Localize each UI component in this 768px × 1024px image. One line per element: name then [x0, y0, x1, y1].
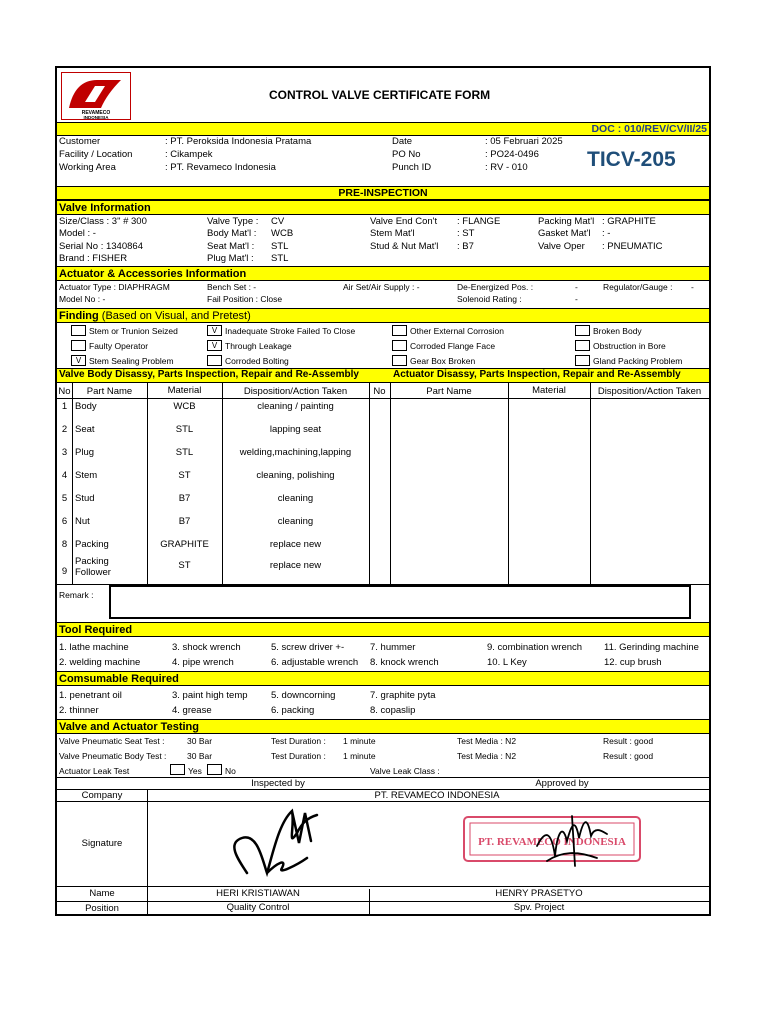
- approver-signature: [517, 806, 627, 876]
- inspector-name: HERI KRISTIAWAN: [216, 888, 300, 899]
- area-value: : PT. Revameco Indonesia: [165, 162, 276, 173]
- valve-info-col2-values: CV WCB STL STL: [271, 216, 294, 264]
- po-value: : PO24-0496: [485, 149, 539, 160]
- finding-heading: Finding (Based on Visual, and Pretest): [59, 310, 251, 322]
- part-row-no: 2: [61, 424, 68, 435]
- leak-no-label: No: [225, 766, 236, 776]
- finding-label: Corroded Flange Face: [410, 341, 496, 351]
- date-label: Date: [392, 136, 413, 147]
- svg-text:PT. REVAMECO INDONESIA: PT. REVAMECO INDONESIA: [478, 836, 626, 848]
- valve-tag: TICV-205: [587, 148, 676, 171]
- test-media: Test Media : N2: [457, 736, 517, 746]
- deenergized-label: De-Energized Pos. :: [457, 282, 534, 292]
- part-row-material: B7: [178, 516, 191, 527]
- actuator-model: Model No : -: [59, 294, 106, 304]
- leak-yes-checkbox[interactable]: [170, 764, 185, 775]
- actuator-leak-label: Actuator Leak Test: [59, 766, 130, 776]
- position-label: Position: [85, 903, 119, 914]
- consumable-list-col4: 7. graphite pyta 8. copaslip: [370, 690, 436, 716]
- valve-body-heading: Valve Body Disassy, Parts Inspection, Repair and Re-Assembly: [59, 369, 359, 380]
- part-row-no: 3: [61, 447, 68, 458]
- actuator-info-heading: Actuator & Accessories Information: [59, 268, 247, 280]
- consumable-list-col2: 3. paint high temp 4. grease: [172, 690, 248, 716]
- finding-label: Gear Box Broken: [410, 356, 476, 366]
- part-row-action: welding,machining,lapping: [239, 447, 352, 458]
- fail-position: Fail Position : Close: [207, 294, 283, 304]
- finding-checkbox[interactable]: [207, 355, 222, 366]
- part-row-action: lapping seat: [269, 424, 322, 435]
- part-row-material: WCB: [173, 401, 196, 412]
- body-test-label: Valve Pneumatic Body Test :: [59, 751, 167, 761]
- col-no: No: [373, 386, 386, 397]
- part-row-action: cleaning / painting: [257, 401, 334, 412]
- duration-value: 1 minute: [343, 736, 376, 746]
- finding-checkbox[interactable]: V: [71, 355, 86, 366]
- remark-label: Remark :: [59, 590, 94, 600]
- approver-name: HENRY PRASETYO: [495, 888, 583, 899]
- part-row-material: ST: [178, 560, 191, 571]
- col-part-name: Part Name: [86, 386, 133, 397]
- svg-text:INDONESIA: INDONESIA: [83, 115, 109, 120]
- part-row-action: cleaning, polishing: [256, 470, 335, 481]
- part-row-name: Body: [75, 401, 97, 412]
- part-row-name: Nut: [75, 516, 90, 527]
- tool-heading: Tool Required: [59, 624, 133, 636]
- valve-leak-class: Valve Leak Class :: [370, 766, 440, 776]
- part-row-name: Stem: [75, 470, 98, 481]
- regulator-label: Regulator/Gauge :: [603, 282, 673, 292]
- actuator-disassy-heading: Actuator Disassy, Parts Inspection, Repair and Re-Assembly: [393, 369, 681, 380]
- col-action: Disposition/Action Taken: [243, 386, 348, 397]
- tool-list-col5: 9. combination wrench 10. L Key: [487, 642, 583, 668]
- solenoid-value: -: [575, 294, 578, 304]
- finding-label: Gland Packing Problem: [593, 356, 683, 366]
- valve-info-col3-values: : FLANGE : ST : B7: [457, 216, 501, 252]
- test-result: Result : good: [603, 736, 654, 746]
- col-material: Material: [532, 385, 566, 396]
- punch-value: : RV - 010: [485, 162, 528, 173]
- approver-position: Spv. Project: [513, 902, 565, 913]
- company-label: Company: [81, 790, 123, 801]
- company-logo: [61, 72, 131, 120]
- finding-checkbox[interactable]: [392, 325, 407, 336]
- signature-label: Signature: [81, 838, 123, 849]
- part-row-no: 9: [61, 566, 68, 577]
- inspector-signature: [207, 803, 337, 883]
- part-row-material: B7: [178, 493, 191, 504]
- part-row-no: 1: [61, 401, 68, 412]
- customer-label: Customer: [59, 136, 101, 147]
- valve-info-col3-labels: Valve End Con't Stem Mat'l Stud & Nut Mat'l: [370, 216, 439, 252]
- finding-checkbox[interactable]: [71, 340, 86, 351]
- part-row-action: replace new: [269, 539, 322, 550]
- area-label: Working Area: [59, 162, 116, 173]
- consumable-heading: Comsumable Required: [59, 673, 179, 685]
- finding-label: Stem or Trunion Seized: [89, 326, 178, 336]
- facility-value: : Cikampek: [165, 149, 213, 160]
- consumable-list-col1: 1. penetrant oil 2. thinner: [59, 690, 122, 716]
- remark-box[interactable]: [109, 585, 691, 619]
- punch-label: Punch ID: [392, 162, 432, 173]
- part-row-action: cleaning: [277, 493, 314, 504]
- bench-set: Bench Set : -: [207, 282, 257, 292]
- duration-label: Test Duration :: [271, 751, 326, 761]
- finding-checkbox[interactable]: [392, 340, 407, 351]
- duration-label: Test Duration :: [271, 736, 326, 746]
- finding-label: Stem Sealing Problem: [89, 356, 174, 366]
- part-row-no: 8: [61, 539, 68, 550]
- svg-text:REVAMECO: REVAMECO: [81, 110, 111, 116]
- facility-label: Facility / Location: [59, 149, 133, 160]
- customer-value: : PT. Peroksida Indonesia Pratama: [165, 136, 312, 147]
- part-row-name: Seat: [75, 424, 95, 435]
- finding-checkbox[interactable]: [392, 355, 407, 366]
- finding-checkbox[interactable]: [575, 325, 590, 336]
- finding-label: Through Leakage: [225, 341, 292, 351]
- name-label: Name: [89, 888, 115, 899]
- form-title: CONTROL VALVE CERTIFICATE FORM: [269, 88, 491, 102]
- part-row-name: Packing Follower: [75, 556, 111, 578]
- tool-list-col1: 1. lathe machine 2. welding machine: [59, 642, 141, 668]
- part-row-name: Plug: [75, 447, 95, 458]
- solenoid-label: Solenoid Rating :: [457, 294, 522, 304]
- finding-label: Faulty Operator: [89, 341, 149, 351]
- test-result: Result : good: [603, 751, 654, 761]
- test-media: Test Media : N2: [457, 751, 517, 761]
- finding-label: Broken Body: [593, 326, 642, 336]
- part-row-action: replace new: [269, 560, 322, 571]
- date-value: : 05 Februari 2025: [485, 136, 563, 147]
- tool-list-col6: 11. Gerinding machine 12. cup brush: [604, 642, 699, 668]
- certificate-sheet: [55, 66, 711, 916]
- valve-info-col4-values: : GRAPHITE : - : PNEUMATIC: [602, 216, 663, 252]
- doc-number: DOC : 010/REV/CV/II/25: [591, 123, 707, 135]
- leak-no-checkbox[interactable]: [207, 764, 222, 775]
- tool-list-col3: 5. screw driver +- 6. adjustable wrench: [271, 642, 359, 668]
- inspected-by-label: Inspected by: [251, 778, 305, 789]
- po-label: PO No: [392, 149, 421, 160]
- pre-inspection-heading: PRE-INSPECTION: [338, 187, 428, 199]
- part-row-action: cleaning: [277, 516, 314, 527]
- actuator-type: Actuator Type : DIAPHRAGM: [59, 282, 170, 292]
- part-row-name: Stud: [75, 493, 95, 504]
- part-row-material: GRAPHITE: [160, 539, 209, 550]
- finding-checkbox[interactable]: [575, 340, 590, 351]
- finding-checkbox[interactable]: [71, 325, 86, 336]
- valve-info-col1: Size/Class : 3" # 300 Model : - Serial No : 1340864 Brand : FISHER: [59, 216, 147, 264]
- deenergized-value: -: [575, 282, 578, 292]
- col-material: Material: [167, 385, 202, 396]
- col-action: Disposition/Action Taken: [597, 386, 702, 397]
- tool-list-col4: 7. hummer 8. knock wrench: [370, 642, 439, 668]
- valve-info-col2-labels: Valve Type : Body Mat'l : Seat Mat'l : Plug Mat'l :: [207, 216, 259, 264]
- finding-label: Other External Corrosion: [410, 326, 505, 336]
- col-no: No: [58, 386, 71, 397]
- part-row-material: STL: [175, 424, 194, 435]
- body-test-value: 30 Bar: [187, 751, 213, 761]
- inspector-position: Quality Control: [226, 902, 290, 913]
- part-row-no: 5: [61, 493, 68, 504]
- leak-yes-label: Yes: [188, 766, 202, 776]
- part-row-no: 6: [61, 516, 68, 527]
- air-supply: Air Set/Air Supply : -: [343, 282, 420, 292]
- testing-heading: Valve and Actuator Testing: [59, 721, 199, 733]
- seat-test-label: Valve Pneumatic Seat Test :: [59, 736, 165, 746]
- approved-by-label: Approved by: [535, 778, 589, 789]
- finding-label: Obstruction in Bore: [593, 341, 666, 351]
- part-row-name: Packing: [75, 539, 109, 550]
- consumable-list-col3: 5. downcorning 6. packing: [271, 690, 336, 716]
- col-part-name: Part Name: [426, 386, 472, 397]
- regulator-value: -: [691, 282, 694, 292]
- finding-label: Corroded Bolting: [225, 356, 289, 366]
- valve-info-col4-labels: Packing Mat'l Gasket Mat'l Valve Oper: [538, 216, 595, 252]
- part-row-material: ST: [178, 470, 191, 481]
- finding-checkbox[interactable]: V: [207, 325, 222, 336]
- finding-checkbox[interactable]: [575, 355, 590, 366]
- valve-info-heading: Valve Information: [59, 202, 151, 214]
- seat-test-value: 30 Bar: [187, 736, 213, 746]
- company-value: PT. REVAMECO INDONESIA: [374, 790, 500, 801]
- tool-list-col2: 3. shock wrench 4. pipe wrench: [172, 642, 241, 668]
- finding-label: Inadequate Stroke Failed To Close: [225, 326, 356, 336]
- duration-value: 1 minute: [343, 751, 376, 761]
- part-row-material: STL: [175, 447, 194, 458]
- part-row-no: 4: [61, 470, 68, 481]
- finding-checkbox[interactable]: V: [207, 340, 222, 351]
